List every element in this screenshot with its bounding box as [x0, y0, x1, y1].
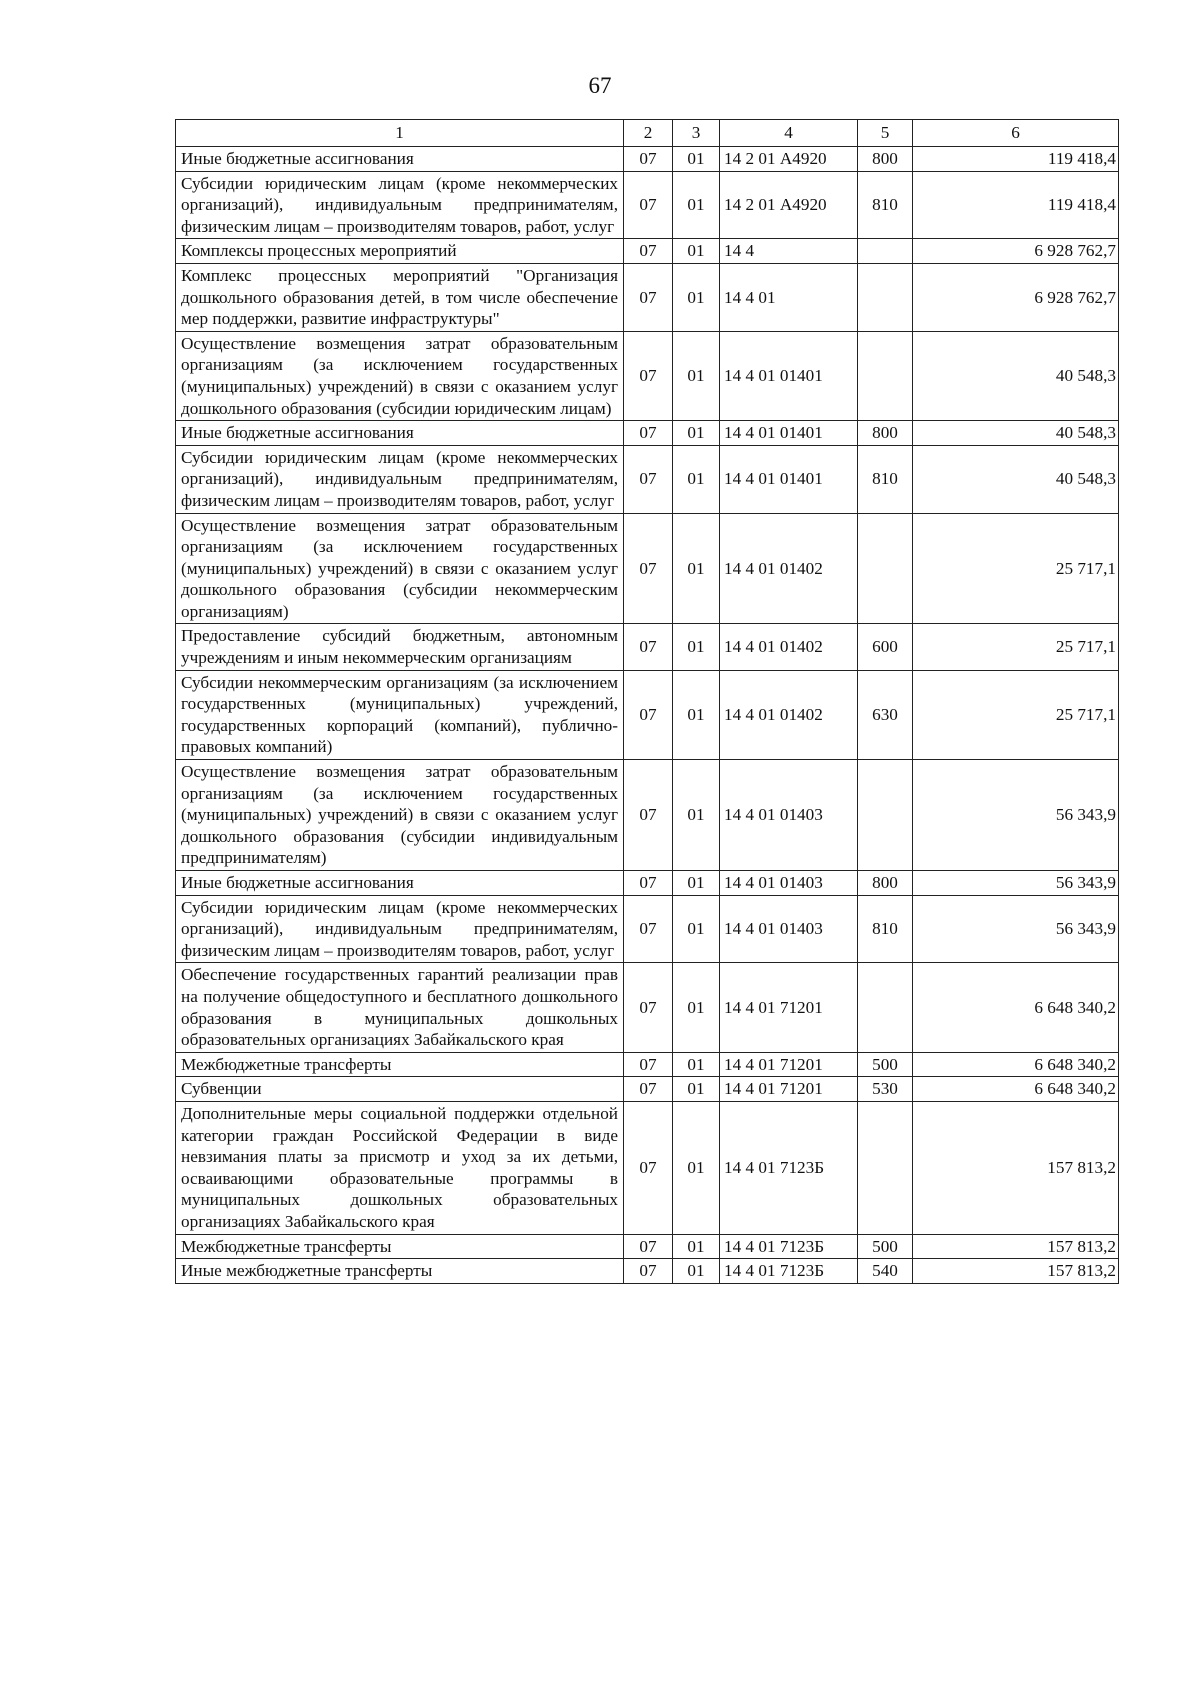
row-name: Комплекс процессных мероприятий "Организация дошкольного образования детей, в том числе обеспечение мер поддержки, развитие инфраструктуры" — [176, 263, 624, 331]
row-amount: 119 418,4 — [913, 171, 1119, 239]
row-name: Межбюджетные трансферты — [176, 1234, 624, 1259]
row-expense-type — [858, 513, 913, 624]
row-subsection: 01 — [673, 1101, 720, 1234]
table-row — [176, 1234, 1119, 1259]
row-subsection: 01 — [673, 1234, 720, 1259]
row-section: 07 — [624, 1259, 673, 1284]
table-row — [176, 1077, 1119, 1102]
row-subsection: 01 — [673, 963, 720, 1052]
row-name: Субсидии юридическим лицам (кроме некоммерческих организаций), индивидуальным предпринимателям, физическим лицам – производителям товаров, работ, услуг — [176, 895, 624, 963]
row-name: Субсидии юридическим лицам (кроме некоммерческих организаций), индивидуальным предпринимателям, физическим лицам – производителям товаров, работ, услуг — [176, 445, 624, 513]
row-subsection: 01 — [673, 624, 720, 670]
row-subsection: 01 — [673, 1052, 720, 1077]
table-row — [176, 1101, 1119, 1234]
row-subsection: 01 — [673, 421, 720, 446]
row-name: Субвенции — [176, 1077, 624, 1102]
row-section: 07 — [624, 1052, 673, 1077]
table-row — [176, 624, 1119, 670]
row-amount: 40 548,3 — [913, 421, 1119, 446]
row-target-article: 14 4 01 01402 — [720, 670, 858, 759]
row-name: Обеспечение государственных гарантий реализации прав на получение общедоступного и бесплатного дошкольного образования в муниципальных дошкольных образовательных организациях Забайкальского края — [176, 963, 624, 1052]
row-name: Комплексы процессных мероприятий — [176, 239, 624, 264]
table-row — [176, 421, 1119, 446]
column-header-expense-type: 5 — [858, 120, 913, 147]
row-subsection: 01 — [673, 1077, 720, 1102]
row-amount: 119 418,4 — [913, 147, 1119, 172]
row-name: Иные бюджетные ассигнования — [176, 871, 624, 896]
row-name: Предоставление субсидий бюджетным, автономным учреждениям и иным некоммерческим организациям — [176, 624, 624, 670]
row-target-article: 14 2 01 А4920 — [720, 147, 858, 172]
row-target-article: 14 4 01 7123Б — [720, 1259, 858, 1284]
row-subsection: 01 — [673, 513, 720, 624]
row-amount: 56 343,9 — [913, 871, 1119, 896]
row-target-article: 14 2 01 А4920 — [720, 171, 858, 239]
row-target-article: 14 4 01 71201 — [720, 963, 858, 1052]
row-expense-type: 800 — [858, 421, 913, 446]
row-expense-type: 500 — [858, 1052, 913, 1077]
table-row — [176, 513, 1119, 624]
row-name: Осуществление возмещения затрат образовательным организациям (за исключением государственных (муниципальных) учреждений) в связи с оказанием услуг дошкольного образования (субсидии некоммерческим организациям) — [176, 513, 624, 624]
row-name: Иные бюджетные ассигнования — [176, 147, 624, 172]
table-row — [176, 895, 1119, 963]
table-body — [176, 147, 1119, 1284]
row-expense-type — [858, 1101, 913, 1234]
row-expense-type — [858, 239, 913, 264]
row-target-article: 14 4 01 01403 — [720, 760, 858, 871]
row-name: Межбюджетные трансферты — [176, 1052, 624, 1077]
row-expense-type: 530 — [858, 1077, 913, 1102]
row-section: 07 — [624, 760, 673, 871]
row-expense-type: 500 — [858, 1234, 913, 1259]
table-row — [176, 963, 1119, 1052]
page-number: 67 — [588, 73, 612, 98]
table-row — [176, 1259, 1119, 1284]
table-row — [176, 331, 1119, 420]
row-subsection: 01 — [673, 871, 720, 896]
row-subsection: 01 — [673, 263, 720, 331]
row-expense-type — [858, 963, 913, 1052]
row-subsection: 01 — [673, 147, 720, 172]
row-section: 07 — [624, 513, 673, 624]
row-amount: 6 648 340,2 — [913, 1077, 1119, 1102]
row-expense-type: 810 — [858, 445, 913, 513]
row-name: Иные бюджетные ассигнования — [176, 421, 624, 446]
row-name: Субсидии некоммерческим организациям (за исключением государственных (муниципальных) учреждений, государственных корпораций (компаний), публично-правовых компаний) — [176, 670, 624, 759]
row-amount: 40 548,3 — [913, 445, 1119, 513]
row-target-article: 14 4 — [720, 239, 858, 264]
table-header-row — [176, 120, 1119, 147]
row-expense-type: 810 — [858, 895, 913, 963]
row-section: 07 — [624, 263, 673, 331]
row-target-article: 14 4 01 01401 — [720, 421, 858, 446]
row-subsection: 01 — [673, 1259, 720, 1284]
row-subsection: 01 — [673, 760, 720, 871]
row-target-article: 14 4 01 01402 — [720, 624, 858, 670]
row-amount: 56 343,9 — [913, 895, 1119, 963]
row-target-article: 14 4 01 7123Б — [720, 1234, 858, 1259]
row-amount: 6 648 340,2 — [913, 1052, 1119, 1077]
row-section: 07 — [624, 670, 673, 759]
row-section: 07 — [624, 895, 673, 963]
row-subsection: 01 — [673, 331, 720, 420]
table-row — [176, 1052, 1119, 1077]
row-section: 07 — [624, 421, 673, 446]
row-expense-type — [858, 331, 913, 420]
row-amount: 56 343,9 — [913, 760, 1119, 871]
row-section: 07 — [624, 445, 673, 513]
row-target-article: 14 4 01 01403 — [720, 895, 858, 963]
row-section: 07 — [624, 147, 673, 172]
row-target-article: 14 4 01 01401 — [720, 331, 858, 420]
row-name: Иные межбюджетные трансферты — [176, 1259, 624, 1284]
row-name: Осуществление возмещения затрат образовательным организациям (за исключением государственных (муниципальных) учреждений) в связи с оказанием услуг дошкольного образования (субсидии индивидуальным предпринимателям) — [176, 760, 624, 871]
row-subsection: 01 — [673, 895, 720, 963]
row-amount: 6 928 762,7 — [913, 239, 1119, 264]
row-name: Осуществление возмещения затрат образовательным организациям (за исключением государственных (муниципальных) учреждений) в связи с оказанием услуг дошкольного образования (субсидии юридическим лицам) — [176, 331, 624, 420]
row-subsection: 01 — [673, 670, 720, 759]
table-row — [176, 760, 1119, 871]
row-amount: 25 717,1 — [913, 513, 1119, 624]
row-expense-type: 600 — [858, 624, 913, 670]
row-amount: 25 717,1 — [913, 670, 1119, 759]
row-amount: 157 813,2 — [913, 1259, 1119, 1284]
row-expense-type: 800 — [858, 871, 913, 896]
row-target-article: 14 4 01 7123Б — [720, 1101, 858, 1234]
row-expense-type: 800 — [858, 147, 913, 172]
row-subsection: 01 — [673, 239, 720, 264]
row-expense-type — [858, 263, 913, 331]
row-section: 07 — [624, 963, 673, 1052]
column-header-amount: 6 — [913, 120, 1119, 147]
column-header-section: 2 — [624, 120, 673, 147]
row-subsection: 01 — [673, 445, 720, 513]
row-amount: 40 548,3 — [913, 331, 1119, 420]
row-section: 07 — [624, 331, 673, 420]
column-header-subsection: 3 — [673, 120, 720, 147]
table-row — [176, 871, 1119, 896]
row-target-article: 14 4 01 71201 — [720, 1052, 858, 1077]
row-subsection: 01 — [673, 171, 720, 239]
row-amount: 157 813,2 — [913, 1234, 1119, 1259]
row-target-article: 14 4 01 01403 — [720, 871, 858, 896]
row-name: Субсидии юридическим лицам (кроме некоммерческих организаций), индивидуальным предпринимателям, физическим лицам – производителям товаров, работ, услуг — [176, 171, 624, 239]
column-header-target-article: 4 — [720, 120, 858, 147]
row-target-article: 14 4 01 71201 — [720, 1077, 858, 1102]
row-expense-type: 540 — [858, 1259, 913, 1284]
row-section: 07 — [624, 871, 673, 896]
row-expense-type: 810 — [858, 171, 913, 239]
row-amount: 6 928 762,7 — [913, 263, 1119, 331]
table-row — [176, 171, 1119, 239]
column-header-name: 1 — [176, 120, 624, 147]
row-section: 07 — [624, 624, 673, 670]
row-expense-type: 630 — [858, 670, 913, 759]
table-row — [176, 147, 1119, 172]
row-section: 07 — [624, 1234, 673, 1259]
table-row — [176, 445, 1119, 513]
row-section: 07 — [624, 239, 673, 264]
table-row — [176, 239, 1119, 264]
row-expense-type — [858, 760, 913, 871]
row-target-article: 14 4 01 01401 — [720, 445, 858, 513]
row-section: 07 — [624, 1101, 673, 1234]
row-amount: 6 648 340,2 — [913, 963, 1119, 1052]
row-name: Дополнительные меры социальной поддержки отдельной категории граждан Российской Федерации в виде невзимания платы за присмотр и уход за их детьми, осваивающими образовательные программы в муниципальных дошкольных образовательных организациях Забайкальского края — [176, 1101, 624, 1234]
row-target-article: 14 4 01 — [720, 263, 858, 331]
row-target-article: 14 4 01 01402 — [720, 513, 858, 624]
row-amount: 25 717,1 — [913, 624, 1119, 670]
row-section: 07 — [624, 1077, 673, 1102]
budget-table — [175, 119, 1119, 1284]
row-section: 07 — [624, 171, 673, 239]
table-row — [176, 670, 1119, 759]
row-amount: 157 813,2 — [913, 1101, 1119, 1234]
table-row — [176, 263, 1119, 331]
